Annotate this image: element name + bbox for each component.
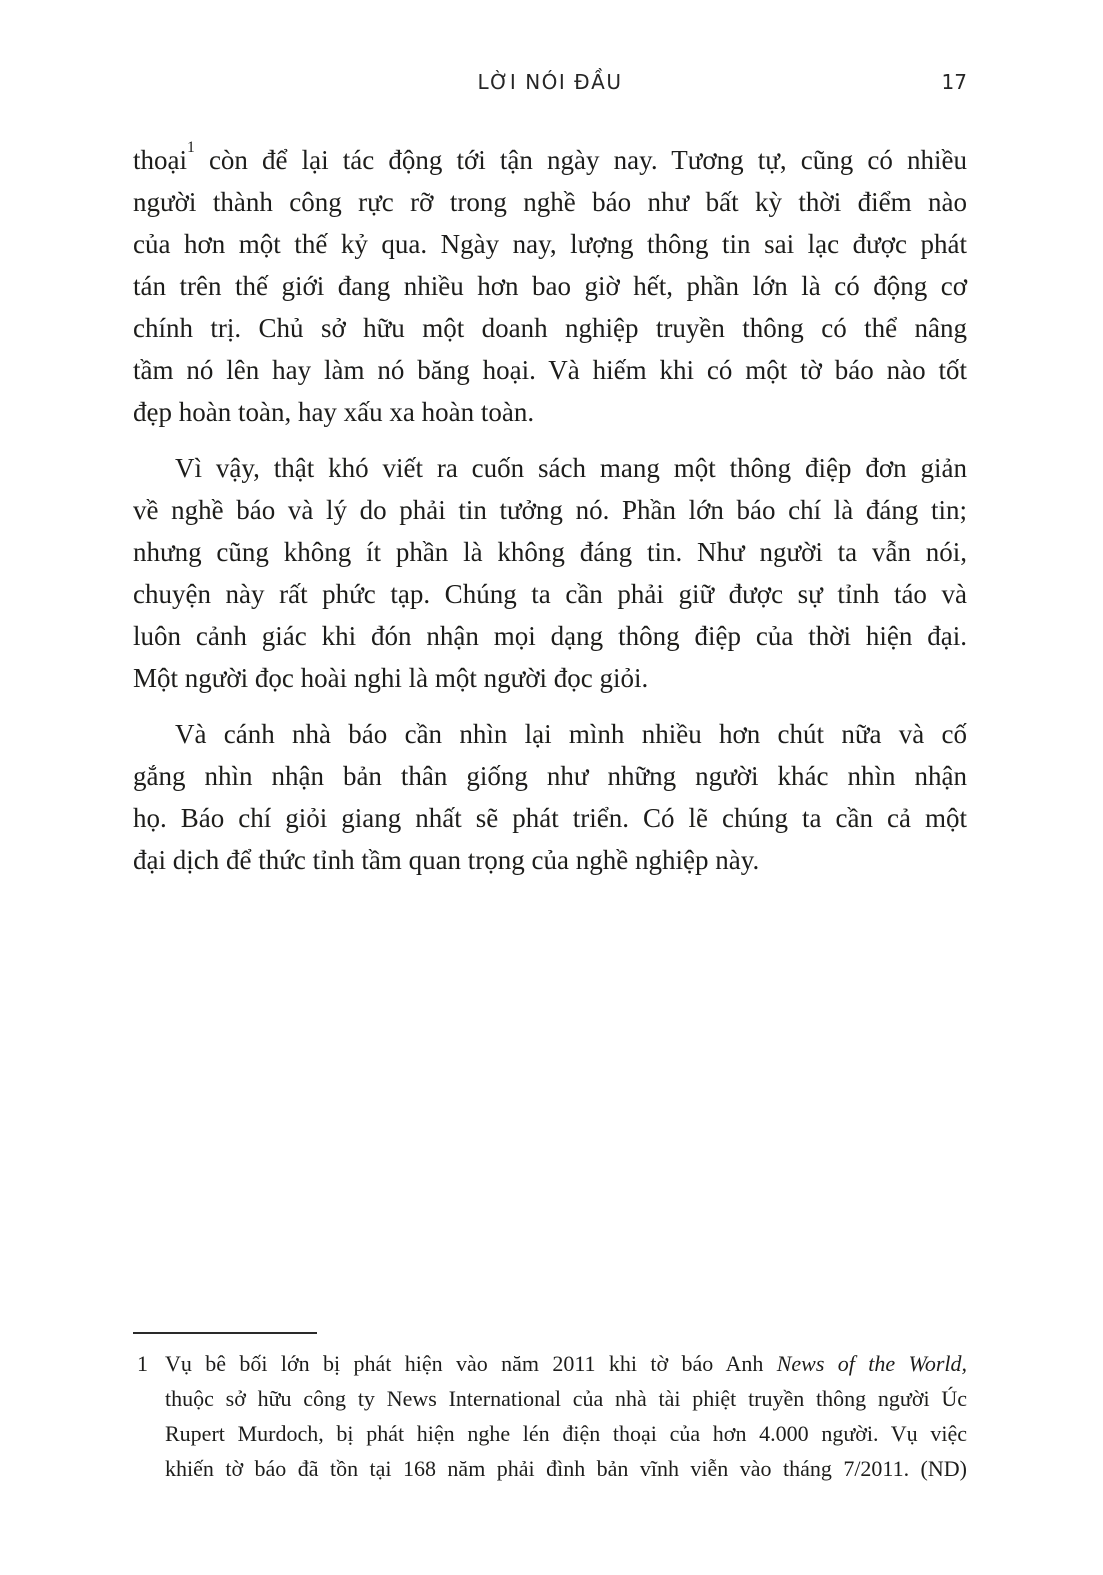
- footnote-number: 1: [137, 1351, 148, 1376]
- page-number: 17: [941, 70, 967, 94]
- body-line: nhưng cũng không ít phần là không đáng tin. Như người ta vẫn nói,: [133, 537, 967, 567]
- body-line: người thành công rực rỡ trong nghề báo như bất kỳ thời điểm nào: [133, 187, 967, 217]
- body-line: đẹp hoàn toàn, hay xấu xa hoàn toàn.: [133, 397, 535, 427]
- paragraph-1: [133, 139, 967, 433]
- chapter-title: LỜI NÓI ĐẦU: [477, 70, 623, 94]
- footnote-body: [133, 1346, 967, 1486]
- line-text: thoại: [133, 145, 187, 175]
- body-line: [133, 139, 967, 181]
- body-line: luôn cảnh giác khi đón nhận mọi dạng thông điệp của thời hiện đại.: [133, 621, 967, 651]
- body-line: chuyện này rất phức tạp. Chúng ta cần phải giữ được sự tỉnh táo và: [133, 579, 967, 609]
- footnote-separator-rule: [133, 1332, 317, 1334]
- paragraph-2: [133, 447, 967, 699]
- body-line: họ. Báo chí giỏi giang nhất sẽ phát triển. Có lẽ chúng ta cần cả một: [133, 803, 967, 833]
- footnote-ref-marker: 1: [187, 138, 195, 156]
- running-header: [133, 70, 967, 98]
- body-line: đại dịch để thức tỉnh tầm quan trọng của nghề nghiệp này.: [133, 845, 760, 875]
- italic-title: News of the World,: [776, 1351, 967, 1376]
- body-line: chính trị. Chủ sở hữu một doanh nghiệp truyền thông có thể nâng: [133, 313, 967, 343]
- body-text: [133, 139, 967, 881]
- body-line: tầm nó lên hay làm nó băng hoại. Và hiếm khi có một tờ báo nào tốt: [133, 355, 967, 385]
- footnote-line: [165, 1346, 967, 1381]
- body-line: Một người đọc hoài nghi là một người đọc giỏi.: [133, 663, 649, 693]
- body-line: gắng nhìn nhận bản thân giống như những người khác nhìn nhận: [133, 761, 967, 791]
- footnote-line: thuộc sở hữu công ty News International của nhà tài phiệt truyền thông người Úc: [165, 1386, 967, 1411]
- footnote-line: Rupert Murdoch, bị phát hiện nghe lén điện thoại của hơn 4.000 người. Vụ việc: [165, 1421, 967, 1446]
- paragraph-3: [133, 713, 967, 881]
- body-line: Vì vậy, thật khó viết ra cuốn sách mang một thông điệp đơn giản: [175, 453, 967, 483]
- body-line: tán trên thế giới đang nhiều hơn bao giờ hết, phần lớn là có động cơ: [133, 271, 967, 301]
- body-line: Và cánh nhà báo cần nhìn lại mình nhiều hơn chút nữa và cố: [175, 719, 967, 749]
- line-text: Vụ bê bối lớn bị phát hiện vào năm 2011 khi tờ báo Anh: [165, 1351, 777, 1376]
- line-text: còn để lại tác động tới tận ngày nay. Tương tự, cũng có nhiều: [194, 145, 967, 175]
- footnote-line: khiến tờ báo đã tồn tại 168 năm phải đình bản vĩnh viễn vào tháng 7/2011. (ND): [165, 1456, 967, 1481]
- footnote-section: [133, 1332, 967, 1486]
- body-line: của hơn một thế kỷ qua. Ngày nay, lượng thông tin sai lạc được phát: [133, 229, 967, 259]
- body-line: về nghề báo và lý do phải tin tưởng nó. Phần lớn báo chí là đáng tin;: [133, 495, 967, 525]
